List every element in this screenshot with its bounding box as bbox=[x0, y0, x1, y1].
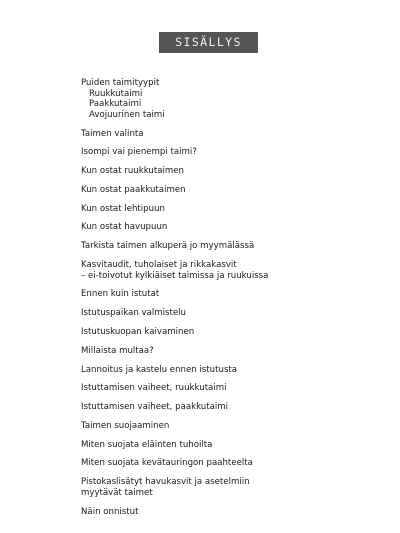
toc-entry-label: Tarkista taimen alkuperä jo myymälässä bbox=[81, 241, 255, 252]
table-of-contents bbox=[81, 78, 381, 525]
toc-entry-label: Istuttamisen vaiheet, paakkutaimi bbox=[81, 402, 229, 413]
toc-entry-label: Taimen valinta bbox=[81, 128, 144, 139]
toc-entry-label: Ennen kuin istutat bbox=[81, 289, 160, 300]
toc-entry[interactable] bbox=[81, 129, 381, 140]
toc-entry[interactable] bbox=[81, 147, 381, 158]
toc-entry[interactable] bbox=[81, 477, 381, 498]
toc-entry-label: Istutuspaikan valmistelu bbox=[81, 308, 186, 319]
toc-subentry-label: Avojuurinen taimi bbox=[89, 109, 165, 120]
toc-entry-label: Taimen suojaaminen bbox=[81, 420, 170, 431]
toc-entry-label: Miten suojata eläinten tuhoilta bbox=[81, 439, 213, 450]
toc-entry-label: Kun ostat lehtipuun bbox=[81, 203, 165, 214]
toc-entry[interactable] bbox=[81, 440, 381, 451]
toc-entry-label: Istutuskuopan kaivaminen bbox=[81, 326, 195, 337]
toc-entry[interactable] bbox=[81, 166, 381, 177]
toc-entry[interactable] bbox=[81, 78, 381, 120]
toc-entry-label: – ei-toivotut kylkiäiset taimissa ja ruukuissa bbox=[81, 270, 269, 281]
toc-subentry-label: Ruukkutaimi bbox=[89, 88, 143, 99]
toc-entry[interactable] bbox=[81, 383, 381, 394]
toc-entry-label: Pistokaslisätyt havukasvit ja asetelmiin bbox=[81, 477, 250, 488]
toc-entry-label: Kun ostat havupuun bbox=[81, 222, 168, 233]
toc-entry[interactable] bbox=[81, 185, 381, 196]
toc-entry-label: Lannoitus ja kastelu ennen istutusta bbox=[81, 364, 238, 375]
toc-entry-label: Kasvitaudit, tuholaiset ja rikkakasvit bbox=[81, 260, 237, 271]
toc-entry-label: myytävät taimet bbox=[81, 487, 153, 498]
page-title: SISÄLLYS bbox=[159, 32, 258, 53]
toc-entry[interactable] bbox=[81, 402, 381, 413]
toc-entry-label: Millaista multaa? bbox=[81, 345, 154, 356]
toc-entry[interactable] bbox=[81, 327, 381, 338]
toc-entry[interactable] bbox=[81, 507, 381, 518]
toc-entry-label: Puiden taimityypit bbox=[81, 78, 160, 88]
toc-entry[interactable] bbox=[81, 421, 381, 432]
toc-entry-label: Näin onnistut bbox=[81, 506, 139, 517]
toc-entry[interactable] bbox=[81, 204, 381, 215]
toc-entry[interactable] bbox=[81, 289, 381, 300]
toc-subentry-label: Paakkutaimi bbox=[89, 99, 142, 110]
toc-entry[interactable] bbox=[81, 365, 381, 376]
toc-entry-label: Isompi vai pienempi taimi? bbox=[81, 147, 197, 158]
toc-entry[interactable] bbox=[81, 241, 381, 252]
toc-entry-label: Miten suojata kevätauringon paahteelta bbox=[81, 458, 253, 469]
toc-entry-label: Kun ostat ruukkutaimen bbox=[81, 166, 184, 177]
toc-entry-label: Istuttamisen vaiheet, ruukkutaimi bbox=[81, 383, 227, 394]
toc-entry-label: Kun ostat paakkutaimen bbox=[81, 184, 186, 195]
toc-entry[interactable] bbox=[81, 260, 381, 281]
toc-entry[interactable] bbox=[81, 346, 381, 357]
toc-entry[interactable] bbox=[81, 458, 381, 469]
toc-entry[interactable] bbox=[81, 308, 381, 319]
toc-entry[interactable] bbox=[81, 222, 381, 233]
